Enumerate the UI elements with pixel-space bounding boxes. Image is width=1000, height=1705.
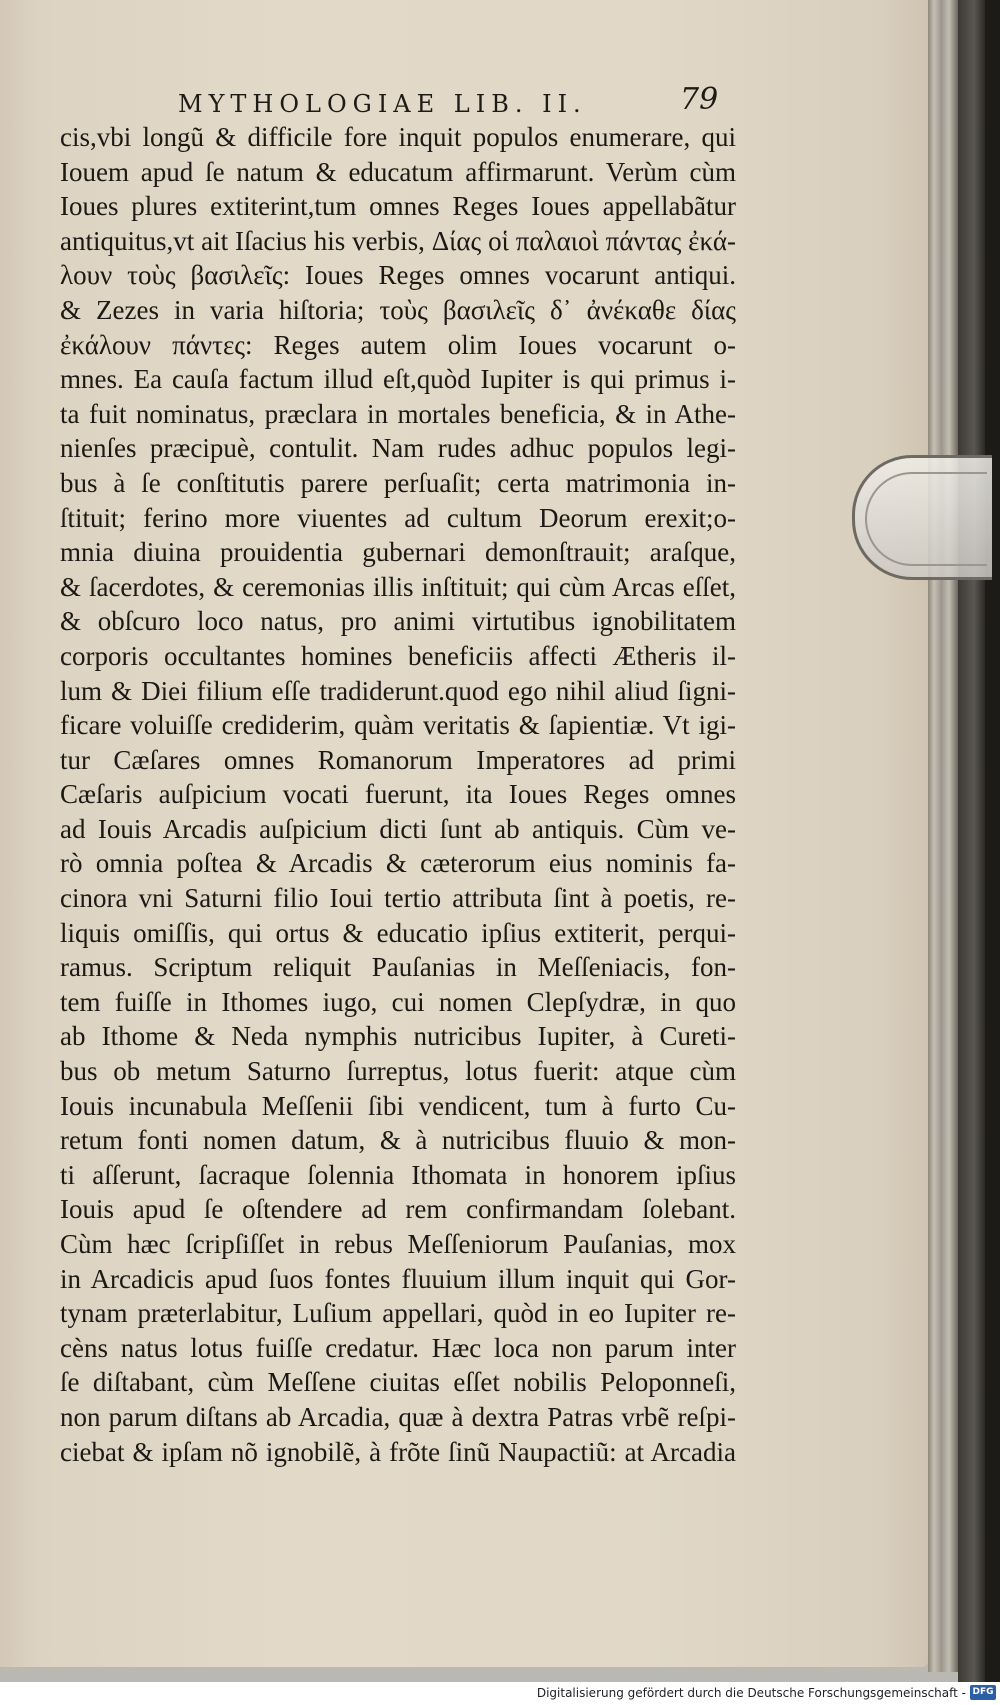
text-line: in Arcadicis apud ſuos fontes fluuium illum inquit qui Gor- xyxy=(60,1263,736,1294)
text-line: tynam præterlabitur, Luſium appellari, quòd in eo Iupiter re- xyxy=(60,1298,736,1329)
text-line: Cùm hæc ſcripſiſſet in rebus Meſſeniorum Pauſanias, mox xyxy=(60,1229,736,1259)
text-line: antiquitus,vt ait Iſacius his verbis, Δίας οἱ παλαιοὶ πάντας ἐκά- xyxy=(60,225,736,256)
text-line: Iouis apud ſe oſtendere ad rem confirmandam ſolebant. xyxy=(60,1194,736,1225)
text-line: liquis omiſſis, qui ortus & educatio ipſius extiterit, perqui- xyxy=(60,917,736,948)
text-line: ἐκάλουν πάντες: Reges autem olim Ioues vocarunt o- xyxy=(60,329,736,360)
text-line: λουν τοὺς βασιλεῖς: Ioues Reges omnes vocarunt antiqui. xyxy=(60,260,736,291)
text-line: retum fonti nomen datum, & à nutricibus fluuio & mon- xyxy=(60,1125,736,1156)
text-line: mnes. Ea cauſa factum illud eſt,quòd Iupiter is qui primus i- xyxy=(60,364,736,395)
dfg-logo: DFG xyxy=(970,1685,996,1700)
page-fore-edge xyxy=(928,0,958,1672)
text-line: & Zezes in varia hiſtoria; τοὺς βασιλεῖς δ᾽ ἀνέκαθε δίας xyxy=(60,294,736,325)
text-line: Iouis incunabula Meſſenii ſibi vendicent, tum à furto Cu- xyxy=(60,1090,736,1121)
page-clip xyxy=(852,455,992,580)
text-line: Ioues plures extiterint,tum omnes Reges Ioues appellabãtur xyxy=(60,191,736,222)
text-line: & obſcuro loco natus, pro animi virtutibus ignobilitatem xyxy=(60,606,736,637)
text-line: ta fuit nominatus, præclara in mortales beneficia, & in Athe- xyxy=(60,398,736,429)
text-line: nienſes præcipuè, contulit. Nam rudes adhuc populos legi- xyxy=(60,433,736,464)
text-line: ab Ithome & Neda nymphis nutricibus Iupiter, à Cureti- xyxy=(60,1021,736,1052)
text-line: rò omnia poſtea & Arcadis & cæterorum eius nominis fa- xyxy=(60,848,736,879)
footer-bar xyxy=(0,1682,1000,1705)
text-line: ciebat & ipſam nõ ignobilẽ, à frõte ſinũ Naupactiũ: at Arcadia xyxy=(60,1436,736,1467)
running-head: MYTHOLOGIAE LIB. II. xyxy=(178,90,587,118)
page-number: 79 xyxy=(680,82,719,117)
text-line: tem fuiſſe in Ithomes iugo, cui nomen Clepſydræ, in quo xyxy=(60,986,736,1017)
text-line: Iouem apud ſe natum & educatum affirmarunt. Verùm cùm xyxy=(60,156,736,187)
text-line: ſe diſtabant, cùm Meſſene ciuitas eſſet nobilis Peloponneſi, xyxy=(60,1367,736,1398)
text-line: tur Cæſares omnes Romanorum Imperatores ad primi xyxy=(60,744,736,775)
text-line: corporis occultantes homines beneficiis affecti Ætheris il- xyxy=(60,640,736,671)
text-line: ti aſſerunt, ſacraque ſolennia Ithomata in honorem ipſius xyxy=(60,1159,736,1190)
text-line: cèns natus lotus fuiſſe credatur. Hæc loca non parum inter xyxy=(60,1332,736,1363)
body-text xyxy=(60,120,736,1469)
text-line: non parum diſtans ab Arcadia, quæ à dextra Patras vrbẽ reſpi- xyxy=(60,1401,736,1432)
text-line: ficare voluiſſe crediderim, quàm veritatis & ſapientiæ. Vt igi- xyxy=(60,710,736,741)
text-line: ramus. Scriptum reliquit Pauſanias in Meſſeniacis, fon- xyxy=(60,952,736,983)
text-line: Cæſaris auſpicium vocati fuerunt, ita Ioues Reges omnes xyxy=(60,779,736,810)
text-line: ad Iouis Arcadis auſpicium dicti ſunt ab antiquis. Cùm ve- xyxy=(60,813,736,844)
text-line: cinora vni Saturni filio Ioui tertio attributa ſint à poetis, re- xyxy=(60,883,736,914)
text-line: & ſacerdotes, & ceremonias illis inſtituit; qui cùm Arcas eſſet, xyxy=(60,571,736,602)
text-line: bus ob metum Saturno ſurreptus, lotus fuerit: atque cùm xyxy=(60,1056,736,1087)
text-line: mnia diuina prouidentia gubernari demonſtrauit; araſque, xyxy=(60,537,736,568)
binding-shadow xyxy=(958,0,985,1682)
text-line: ſtituit; ferino more viuentes ad cultum Deorum erexit;o- xyxy=(60,502,736,533)
text-line: cis,vbi longũ & difficile fore inquit populos enumerare, qui xyxy=(60,122,736,152)
text-line: bus à ſe conſtitutis parere perſuaſit; certa matrimonia in- xyxy=(60,467,736,498)
text-line: lum & Diei filium eſſe tradiderunt.quod ego nihil aliud ſigni- xyxy=(60,675,736,706)
funding-credit: Digitalisierung gefördert durch die Deutsche Forschungsgemeinschaft - xyxy=(536,1686,966,1700)
